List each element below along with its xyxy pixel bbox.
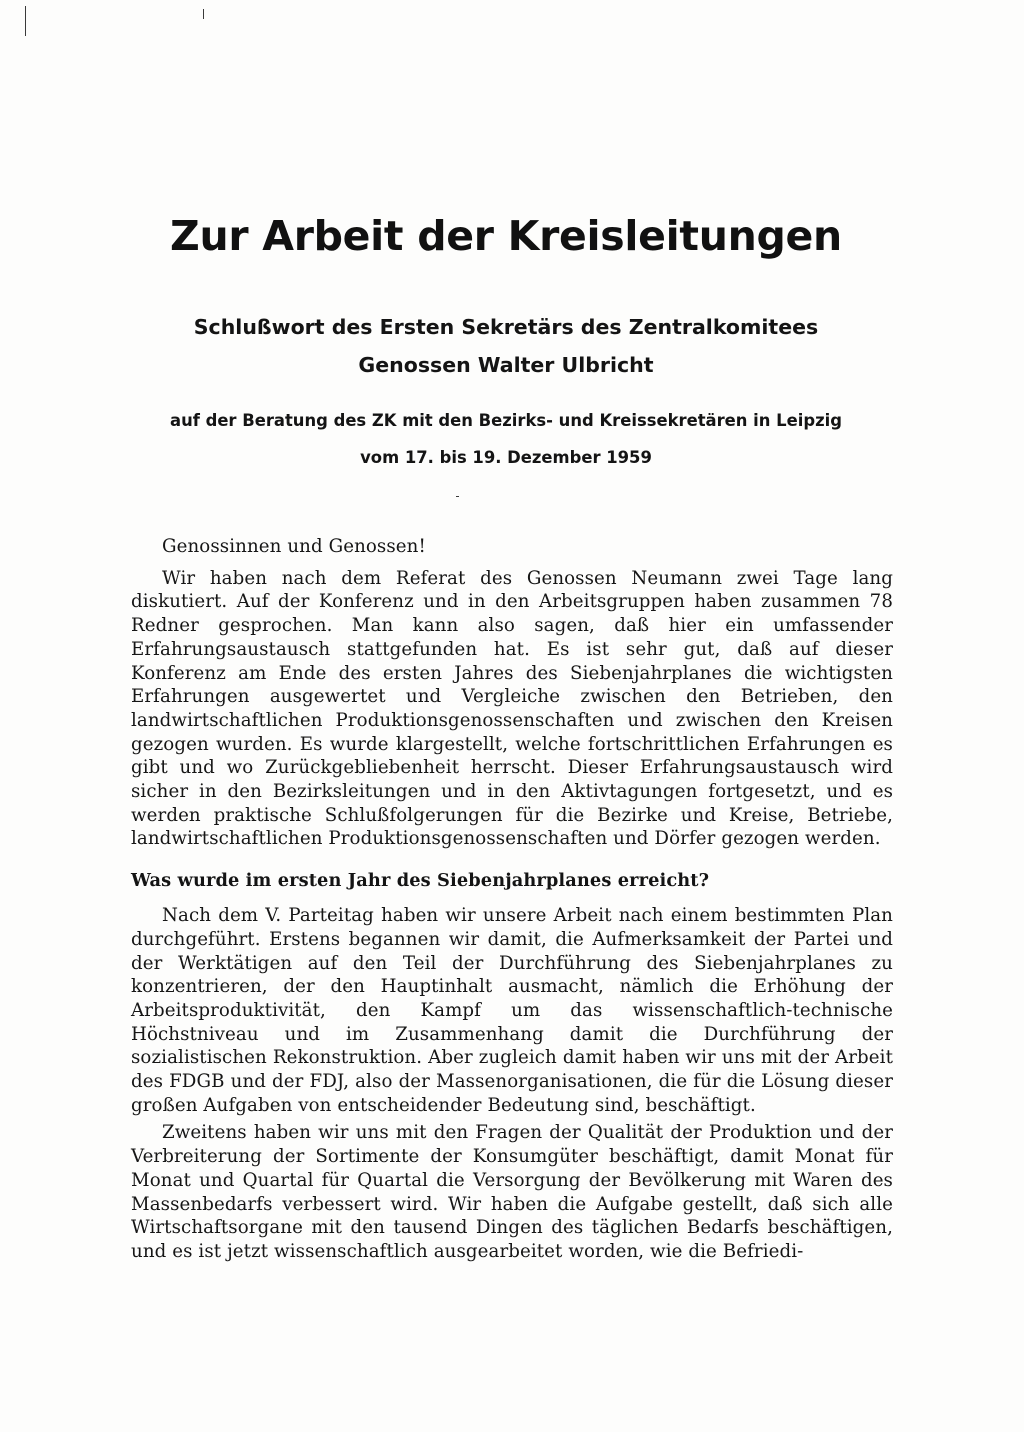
section-heading: Was wurde im ersten Jahr des Siebenjahrplanes erreicht? [131,870,710,892]
subtitle [150,308,862,384]
speaker-name: Genossen Walter Ulbricht [358,353,654,377]
occasion [150,402,862,476]
scan-margin-mark [203,9,204,19]
scan-speck [456,496,459,497]
occasion-date: vom 17. bis 19. Dezember 1959 [360,448,652,467]
subtitle-line: Schlußwort des Ersten Sekretärs des Zentralkomitees [193,315,819,339]
paragraph: Nach dem V. Parteitag haben wir unsere Arbeit nach einem bestimmten Plan durchgeführt. Erstens begannen wir damit, die Aufmerksamkeit der Partei und der Werktätigen auf den Teil der Durchführung des Siebenjahrplanes zu konzentrieren, der den Hauptinhalt ausmacht, nämlich die Erhöhung der Arbeitsproduktivität, den Kampf um das wissenschaftlich-technische Höchstniveau und im Zusammenhang damit die Durchführung der sozialistischen Rekonstruktion. Aber zugleich damit haben wir uns mit der Arbeit des FDGB und der FDJ, also der Massenorganisationen, die für die Lösung dieser großen Aufgaben von entscheidender Bedeutung sind, beschäftigt. [131,905,893,1116]
occasion-line: auf der Beratung des ZK mit den Bezirks- und Kreissekretären in Leipzig [170,411,842,430]
page-title: Zur Arbeit der Kreisleitungen [170,212,842,260]
salutation: Genossinnen und Genossen! [162,536,426,557]
paragraph: Wir haben nach dem Referat des Genossen Neumann zwei Tage lang diskutiert. Auf der Konferenz und in den Arbeitsgruppen haben zusammen 78 Redner gesprochen. Man kann also sagen, daß hier ein umfassender Erfahrungsaustausch stattgefunden hat. Es ist sehr gut, daß auf dieser Konferenz am Ende des ersten Jahres des Siebenjahrplanes die wichtigsten Erfahrungen ausgewertet und Vergleiche zwischen den Betrieben, den landwirtschaftlichen Produktionsgenossenschaften und zwischen den Kreisen gezogen wurden. Es wurde klargestellt, welche fortschrittlichen Erfahrungen es gibt und wo Zurückgebliebenheit herrscht. Dieser Erfahrungsaustausch wird sicher in den Bezirksleitungen und in den Aktivtagungen fortgesetzt, und es werden praktische Schlußfolgerungen für die Bezirke und Kreise, Betriebe, landwirtschaftlichen Produktionsgenossenschaften und Dörfer gezogen werden. [131,567,893,850]
scan-margin-mark [25,6,26,36]
paragraph: Zweitens haben wir uns mit den Fragen der Qualität der Produktion und der Verbreiterung der Sortimente der Konsumgüter beschäftigt, damit Monat für Monat und Quartal für Quartal die Versorgung der Bevölkerung mit Waren des Massenbedarfs verbessert wird. Wir haben die Aufgabe gestellt, daß sich alle Wirtschaftsorgane mit den tausend Dingen des täglichen Bedarfs beschäftigen, und es ist jetzt wissenschaftlich ausgearbeitet worden, wie die Befriedi- [131,1122,893,1262]
body-text [131,535,893,1264]
